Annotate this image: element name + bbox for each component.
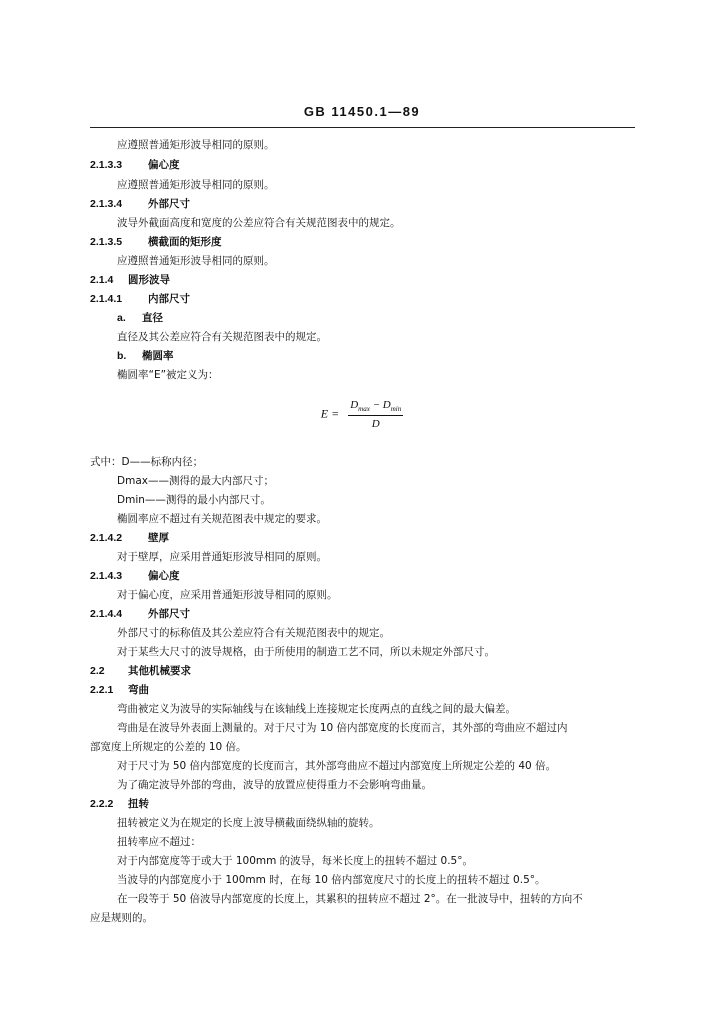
document-header: GB 11450.1—89	[303, 104, 421, 119]
section-heading-2-1-4-3	[90, 569, 180, 583]
body-text: 椭圆率“E”被定义为：	[117, 369, 219, 381]
item-a	[117, 311, 163, 325]
section-title: 其他机械要求	[128, 665, 191, 677]
body-text: 对于内部宽度等于或大于 100mm 的波导，每米长度上的扭转不超过 0.5°。	[117, 855, 473, 867]
formula-legend: Dmin——测得的最小内部尺寸。	[117, 494, 271, 506]
body-text: 部宽度上所规定的公差的 10 倍。	[90, 741, 247, 753]
body-text: 弯曲被定义为波导的实际轴线与在该轴线上连接规定长度两点的直线之间的最大偏差。	[117, 703, 516, 715]
body-text: 对于某些大尺寸的波导规格，由于所使用的制造工艺不同，所以未规定外部尺寸。	[117, 646, 495, 658]
section-title: 偏心度	[148, 570, 180, 582]
section-heading-2-1-4	[90, 273, 170, 287]
formula-lhs: E =	[320, 406, 340, 421]
body-text: 椭圆率应不超过有关规范图表中规定的要求。	[117, 513, 327, 525]
section-heading-2-2-2	[90, 797, 149, 811]
section-number: 2.2.1	[90, 684, 114, 696]
section-heading-2-1-4-1	[90, 292, 190, 306]
body-text: 应是规则的。	[90, 912, 153, 924]
section-heading-2-1-3-5	[90, 235, 222, 249]
body-text: 在一段等于 50 倍波导内部宽度的长度上，其累积的扭转应不超过 2°。在一批波导中，扭转的方向不	[117, 893, 583, 905]
body-text: 对于偏心度，应采用普通矩形波导相同的原则。	[117, 589, 338, 601]
section-title: 弯曲	[128, 684, 149, 696]
section-title: 偏心度	[148, 159, 180, 171]
section-number: 2.1.4.2	[90, 532, 123, 544]
section-number: 2.1.3.3	[90, 159, 123, 171]
section-title: 内部尺寸	[148, 293, 190, 305]
section-heading-2-1-4-2	[90, 531, 169, 545]
section-heading-2-1-3-3	[90, 158, 180, 172]
section-heading-2-1-3-4	[90, 197, 190, 211]
section-heading-2-1-4-4	[90, 607, 190, 621]
section-title: 外部尺寸	[148, 198, 190, 210]
formula-legend: Dmax——测得的最大内部尺寸；	[117, 475, 274, 487]
item-label: b.	[117, 350, 127, 362]
header-divider	[90, 127, 635, 128]
body-text: 波导外截面高度和宽度的公差应符合有关规范图表中的规定。	[117, 217, 401, 229]
body-text: 对于壁厚，应采用普通矩形波导相同的原则。	[117, 551, 327, 563]
body-text: 直径及其公差应符合有关规范图表中的规定。	[117, 331, 327, 343]
body-text: 扭转率应不超过：	[117, 836, 201, 848]
item-title: 椭圆率	[142, 350, 174, 362]
section-title: 扭转	[128, 798, 149, 810]
section-number: 2.1.4.3	[90, 570, 123, 582]
section-heading-2-2	[90, 664, 191, 678]
section-number: 2.1.4.1	[90, 293, 123, 305]
section-number: 2.2.2	[90, 798, 114, 810]
body-text: 对于尺寸为 50 倍内部宽度的长度而言，其外部弯曲应不超过内部宽度上所规定公差的 40 倍。	[117, 760, 557, 772]
body-text: 应遵照普通矩形波导相同的原则。	[117, 179, 275, 191]
formula-numerator: $D_{max} - D_{min}$	[348, 399, 403, 416]
section-number: 2.1.3.4	[90, 198, 123, 210]
formula-fraction	[348, 399, 403, 430]
section-title: 壁厚	[148, 532, 169, 544]
section-title: 外部尺寸	[148, 608, 190, 620]
item-b	[117, 349, 174, 363]
body-text: 应遵照普通矩形波导相同的原则。	[117, 255, 275, 267]
body-text: 弯曲是在波导外表面上测量的。对于尺寸为 10 倍内部宽度的长度而言，其外部的弯曲应不超过内	[117, 722, 568, 734]
item-label: a.	[117, 312, 126, 324]
body-text: 当波导的内部宽度小于 100mm 时，在每 10 倍内部宽度尺寸的长度上的扭转不超过 0.5°。	[117, 874, 546, 886]
section-number: 2.1.3.5	[90, 236, 123, 248]
body-text: 扭转被定义为在规定的长度上波导横截面绕纵轴的旋转。	[117, 817, 380, 829]
section-title: 横截面的矩形度	[148, 236, 222, 248]
formula-denominator: D	[371, 418, 380, 431]
body-text: 为了确定波导外部的弯曲，波导的放置应使得重力不会影响弯曲量。	[117, 779, 432, 791]
formula-legend: 式中：D——标称内径；	[90, 456, 204, 468]
body-text: 外部尺寸的标称值及其公差应符合有关规范图表中的规定。	[117, 627, 390, 639]
section-number: 2.1.4.4	[90, 608, 123, 620]
body-text: 应遵照普通矩形波导相同的原则。	[117, 139, 275, 151]
ellipticity-formula	[0, 399, 724, 430]
section-heading-2-2-1	[90, 683, 149, 697]
section-number: 2.2	[90, 665, 105, 677]
section-title: 圆形波导	[128, 274, 170, 286]
section-number: 2.1.4	[90, 274, 114, 286]
item-title: 直径	[142, 312, 163, 324]
